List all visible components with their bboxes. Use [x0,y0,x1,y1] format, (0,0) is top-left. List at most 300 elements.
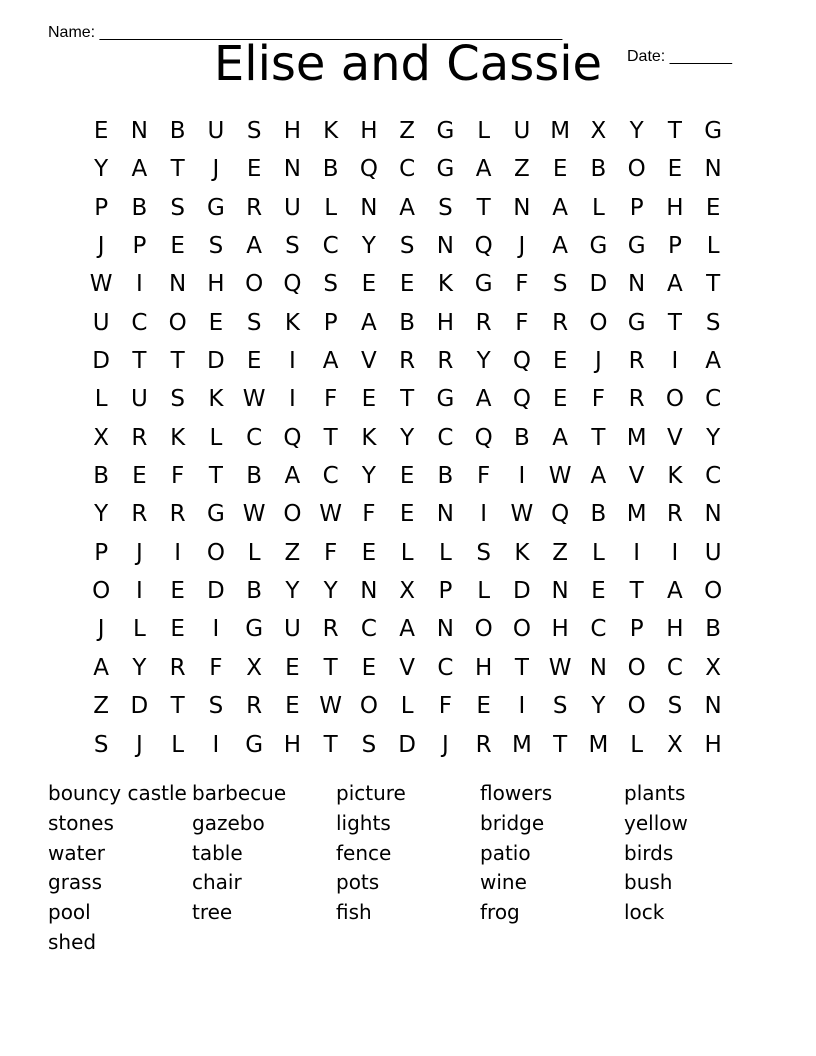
grid-letter[interactable]: T [170,156,185,183]
grid-letter[interactable]: C [322,463,339,490]
grid-letter[interactable]: O [168,309,187,336]
grid-letter[interactable]: L [247,539,261,566]
grid-letter[interactable]: P [629,616,644,643]
grid-letter[interactable]: W [242,501,266,528]
grid-letter[interactable]: E [476,693,491,720]
grid-letter[interactable]: L [400,693,414,720]
grid-letter[interactable]: L [171,731,185,758]
grid-letter[interactable]: T [170,693,185,720]
grid-letter[interactable]: O [92,578,111,605]
grid-letter[interactable]: A [284,463,301,490]
grid-letter[interactable]: N [360,578,378,605]
grid-letter[interactable]: O [206,539,225,566]
grid-letter[interactable]: L [477,118,491,144]
grid-letter[interactable]: B [399,309,416,336]
grid-letter[interactable]: H [436,309,455,336]
grid-letter[interactable]: R [628,348,645,375]
grid-letter[interactable]: A [93,654,109,681]
grid-letter[interactable]: E [399,501,415,528]
grid-letter[interactable]: W [548,654,572,681]
grid-letter[interactable]: P [629,194,644,221]
grid-letter[interactable]: X [590,118,607,144]
grid-letter[interactable]: G [704,118,723,144]
grid-letter[interactable]: E [552,348,568,375]
grid-letter[interactable]: V [399,654,415,681]
grid-letter[interactable]: W [510,501,534,528]
grid-letter[interactable]: M [550,118,571,144]
grid-letter[interactable]: S [170,194,185,221]
grid-letter[interactable]: J [135,539,143,566]
grid-letter[interactable]: Y [591,693,606,720]
grid-letter[interactable]: Y [476,348,491,375]
grid-letter[interactable]: J [97,233,105,260]
grid-letter[interactable]: E [361,654,377,681]
grid-letter[interactable]: F [438,693,452,720]
grid-letter[interactable]: R [322,616,339,643]
grid-letter[interactable]: W [89,271,113,298]
grid-letter[interactable]: O [283,501,302,528]
grid-letter[interactable]: E [552,386,568,413]
grid-letter[interactable]: B [590,156,607,183]
grid-letter[interactable]: B [437,463,454,490]
grid-letter[interactable]: H [283,118,302,144]
grid-letter[interactable]: P [667,233,682,260]
grid-letter[interactable]: K [437,271,453,298]
grid-letter[interactable]: N [436,616,454,643]
grid-letter[interactable]: N [513,194,531,221]
grid-letter[interactable]: R [169,654,186,681]
grid-letter[interactable]: N [704,156,722,183]
grid-letter[interactable]: Y [629,118,644,144]
grid-letter[interactable]: G [245,731,264,758]
grid-letter[interactable]: B [169,118,186,144]
grid-letter[interactable]: A [399,616,415,643]
grid-letter[interactable]: J [135,731,143,758]
grid-letter[interactable]: X [93,424,109,451]
grid-letter[interactable]: Q [283,424,302,451]
grid-letter[interactable]: J [97,616,105,643]
word-list-item: pool [48,900,91,925]
grid-letter[interactable]: T [400,386,415,413]
grid-letter[interactable]: G [436,118,455,144]
grid-letter[interactable]: E [208,309,224,336]
grid-letter[interactable]: O [474,616,493,643]
grid-letter[interactable]: P [323,309,338,336]
grid-letter[interactable]: N [436,501,454,528]
grid-letter[interactable]: Y [94,501,109,528]
grid-letter[interactable]: I [135,578,143,605]
grid-letter[interactable]: P [132,233,147,260]
word-list-item: grass [48,870,103,895]
grid-letter[interactable]: I [212,616,220,643]
grid-letter[interactable]: A [322,348,339,375]
grid-letter[interactable]: O [704,578,723,605]
grid-letter[interactable]: H [207,271,225,298]
grid-letter[interactable]: D [589,271,608,298]
grid-letter[interactable]: D [398,731,416,758]
grid-letter[interactable]: B [246,463,263,490]
grid-letter[interactable]: B [322,156,339,183]
grid-letter[interactable]: R [131,501,148,528]
word-list-item: tree [192,900,233,925]
grid-letter[interactable]: Z [399,118,415,144]
grid-letter[interactable]: Q [512,386,531,413]
grid-letter[interactable]: G [627,233,646,260]
grid-letter[interactable]: S [208,693,224,720]
grid-letter[interactable]: C [437,424,454,451]
grid-letter[interactable]: T [514,654,529,681]
grid-letter[interactable]: F [515,309,529,336]
grid-letter[interactable]: R [169,501,186,528]
grid-letter[interactable]: O [627,693,646,720]
grid-letter[interactable]: H [666,616,684,643]
grid-letter[interactable]: G [245,616,264,643]
grid-letter[interactable]: A [475,156,492,183]
grid-letter[interactable]: I [480,501,488,528]
grid-letter[interactable]: N [360,194,378,221]
grid-letter[interactable]: U [283,616,301,643]
grid-letter[interactable]: F [591,386,605,413]
grid-letter[interactable]: V [361,348,377,375]
grid-letter[interactable]: Q [551,501,570,528]
grid-letter[interactable]: E [170,616,185,643]
grid-letter[interactable]: R [666,501,683,528]
grid-letter[interactable]: V [628,463,645,490]
grid-letter[interactable]: B [705,616,722,643]
grid-letter[interactable]: Y [94,156,109,183]
grid-letter[interactable]: D [207,348,225,375]
grid-letter[interactable]: W [319,693,342,720]
grid-letter[interactable]: D [130,693,149,720]
grid-letter[interactable]: U [704,539,722,566]
grid-letter[interactable]: H [704,731,722,758]
grid-letter[interactable]: T [706,271,721,298]
grid-letter[interactable]: U [207,118,225,144]
grid-letter[interactable]: P [438,578,453,605]
grid-letter[interactable]: T [170,348,185,375]
grid-letter[interactable]: E [705,194,721,221]
grid-letter[interactable]: F [324,539,338,566]
date-field[interactable]: Date: _______ [627,48,732,65]
grid-letter[interactable]: K [208,386,224,413]
grid-letter[interactable]: M [588,731,609,758]
grid-letter[interactable]: G [206,501,225,528]
grid-letter[interactable]: I [671,539,679,566]
grid-letter[interactable]: O [627,654,646,681]
grid-letter[interactable]: F [515,271,529,298]
grid-letter[interactable]: T [132,348,147,375]
grid-letter[interactable]: Z [552,539,568,566]
grid-letter[interactable]: H [283,731,302,758]
grid-letter[interactable]: K [284,309,300,336]
grid-letter[interactable]: N [589,654,607,681]
grid-letter[interactable]: J [518,233,526,260]
grid-letter[interactable]: D [513,578,531,605]
grid-letter[interactable]: C [590,616,607,643]
grid-letter[interactable]: N [169,271,187,298]
grid-letter[interactable]: V [667,424,683,451]
grid-letter[interactable]: A [705,348,721,375]
grid-letter[interactable]: I [288,386,296,413]
grid-letter[interactable]: A [552,424,568,451]
grid-letter[interactable]: K [323,118,339,144]
grid-letter[interactable]: L [591,194,605,221]
grid-letter[interactable]: L [209,424,223,451]
grid-letter[interactable]: L [400,539,414,566]
grid-letter[interactable]: G [206,194,225,221]
grid-letter[interactable]: B [131,194,148,221]
grid-letter[interactable]: S [399,233,415,260]
grid-letter[interactable]: F [171,463,185,490]
grid-letter[interactable]: U [130,386,148,413]
grid-letter[interactable]: B [590,501,607,528]
grid-letter[interactable]: O [245,271,264,298]
grid-letter[interactable]: I [633,539,641,566]
grid-letter[interactable]: C [437,654,454,681]
grid-letter[interactable]: S [476,539,491,566]
grid-letter[interactable]: Q [512,348,531,375]
grid-letter[interactable]: C [705,386,722,413]
grid-letter[interactable]: J [594,348,602,375]
grid-letter[interactable]: T [323,654,338,681]
grid-letter[interactable]: E [361,386,377,413]
grid-letter[interactable]: D [207,578,225,605]
grid-letter[interactable]: D [92,348,110,375]
grid-letter[interactable]: Q [474,424,493,451]
grid-letter[interactable]: O [665,386,684,413]
grid-letter[interactable]: F [209,654,223,681]
grid-letter[interactable]: A [667,578,683,605]
grid-letter[interactable]: R [475,309,492,336]
grid-letter[interactable]: B [513,424,530,451]
grid-letter[interactable]: P [94,194,109,221]
grid-letter[interactable]: O [589,309,608,336]
grid-letter[interactable]: Y [132,654,147,681]
grid-letter[interactable]: R [246,693,263,720]
grid-letter[interactable]: L [706,233,720,260]
grid-letter[interactable]: Q [474,233,493,260]
grid-letter[interactable]: T [591,424,606,451]
grid-letter[interactable]: S [361,731,377,758]
grid-letter[interactable]: U [92,309,110,336]
grid-letter[interactable]: T [476,194,491,221]
grid-letter[interactable]: S [705,309,721,336]
grid-letter[interactable]: R [131,424,148,451]
grid-letter[interactable]: R [475,731,492,758]
grid-letter[interactable]: S [285,233,300,260]
word-list-item: chair [192,870,242,895]
grid-letter[interactable]: E [246,156,262,183]
grid-letter[interactable]: H [360,118,378,144]
grid-letter[interactable]: A [475,386,492,413]
grid-letter[interactable]: E [361,271,377,298]
grid-letter[interactable]: J [441,731,449,758]
grid-letter[interactable]: C [399,156,416,183]
grid-letter[interactable]: A [131,156,148,183]
grid-letter[interactable]: L [477,578,491,605]
grid-letter[interactable]: R [552,309,569,336]
grid-letter[interactable]: R [437,348,454,375]
grid-letter[interactable]: H [666,194,684,221]
grid-letter[interactable]: G [627,309,646,336]
grid-letter[interactable]: L [630,731,644,758]
grid-letter[interactable]: N [551,578,569,605]
grid-letter[interactable]: S [208,233,224,260]
grid-letter[interactable]: L [132,616,146,643]
word-list-item: pots [336,870,380,895]
grid-letter[interactable]: A [667,271,683,298]
grid-letter[interactable]: X [705,654,721,681]
grid-letter[interactable]: K [514,539,530,566]
grid-letter[interactable]: F [324,386,338,413]
grid-letter[interactable]: U [513,118,531,144]
grid-letter[interactable]: N [283,156,301,183]
grid-letter[interactable]: T [553,731,568,758]
grid-letter[interactable]: S [438,194,453,221]
grid-letter[interactable]: N [704,693,722,720]
grid-letter[interactable]: A [399,194,415,221]
grid-letter[interactable]: Z [513,156,530,183]
grid-letter[interactable]: E [170,578,185,605]
grid-letter[interactable]: W [242,386,266,413]
word-list-item: stones [48,810,114,835]
grid-letter[interactable]: M [626,501,647,528]
grid-letter[interactable]: R [399,348,416,375]
grid-letter[interactable]: C [322,233,339,260]
grid-letter[interactable]: T [629,578,644,605]
grid-letter[interactable]: U [283,194,301,221]
grid-letter[interactable]: A [552,233,568,260]
grid-letter[interactable]: O [512,616,531,643]
grid-letter[interactable]: E [285,693,300,720]
grid-letter[interactable]: G [436,156,455,183]
grid-letter[interactable]: Z [93,693,109,720]
grid-letter[interactable]: E [399,463,415,490]
grid-letter[interactable]: L [591,539,605,566]
grid-letter[interactable]: S [552,693,568,720]
grid-letter[interactable]: Q [283,271,302,298]
grid-letter[interactable]: Y [706,424,721,451]
grid-letter[interactable]: E [93,118,109,144]
grid-letter[interactable]: S [667,693,683,720]
grid-letter[interactable]: O [627,156,646,183]
grid-letter[interactable]: E [667,156,683,183]
grid-letter[interactable]: Y [361,463,376,490]
grid-letter[interactable]: S [552,271,568,298]
grid-letter[interactable]: C [705,463,722,490]
grid-letter[interactable]: A [246,233,262,260]
grid-letter[interactable]: O [359,693,378,720]
grid-letter[interactable]: E [132,463,147,490]
grid-letter[interactable]: A [590,463,607,490]
grid-letter[interactable]: S [246,309,262,336]
grid-letter[interactable]: T [667,309,682,336]
grid-letter[interactable]: P [94,539,109,566]
grid-letter[interactable]: L [324,194,338,221]
grid-letter[interactable]: N [628,271,646,298]
grid-letter[interactable]: H [474,654,493,681]
grid-letter[interactable]: J [212,156,220,183]
grid-letter[interactable]: Y [400,424,415,451]
grid-letter[interactable]: F [477,463,491,490]
grid-letter[interactable]: Z [284,539,301,566]
grid-letter[interactable]: I [288,348,296,375]
grid-letter[interactable]: I [518,693,526,720]
grid-letter[interactable]: N [436,233,454,260]
grid-letter[interactable]: S [93,731,109,758]
grid-letter[interactable]: T [323,731,338,758]
grid-letter[interactable]: S [170,386,185,413]
grid-letter[interactable]: I [212,731,220,758]
grid-letter[interactable]: K [361,424,377,451]
grid-letter[interactable]: N [130,118,148,144]
grid-letter[interactable]: E [591,578,606,605]
grid-letter[interactable]: C [246,424,263,451]
word-list-item: bush [624,870,673,895]
grid-letter[interactable]: R [628,386,645,413]
grid-letter[interactable]: F [362,501,376,528]
grid-letter[interactable]: K [667,463,683,490]
grid-letter[interactable]: S [323,271,338,298]
name-field[interactable]: Name: ____________________________________________________ [48,24,563,41]
grid-letter[interactable]: L [438,539,452,566]
grid-letter[interactable]: Y [285,578,300,605]
grid-letter[interactable]: I [174,539,182,566]
grid-letter[interactable]: Q [359,156,378,183]
grid-letter[interactable]: X [246,654,262,681]
grid-letter[interactable]: Y [323,578,338,605]
grid-letter[interactable]: I [671,348,679,375]
grid-letter[interactable]: C [131,309,148,336]
grid-letter[interactable]: A [552,194,568,221]
grid-letter[interactable]: M [626,424,647,451]
grid-letter[interactable]: I [518,463,526,490]
grid-letter[interactable]: G [436,386,455,413]
grid-letter[interactable]: W [319,501,342,528]
grid-letter[interactable]: Y [361,233,376,260]
word-list-item: bouncy castle [48,781,187,805]
grid-letter[interactable]: G [589,233,608,260]
grid-letter[interactable]: X [666,731,683,758]
grid-letter[interactable]: B [93,463,110,490]
grid-letter[interactable]: K [170,424,186,451]
grid-letter[interactable]: G [474,271,493,298]
grid-letter[interactable]: E [552,156,568,183]
grid-letter[interactable]: T [208,463,223,490]
grid-letter[interactable]: C [666,654,683,681]
grid-letter[interactable]: E [399,271,415,298]
grid-letter[interactable]: S [246,118,262,144]
grid-letter[interactable]: E [285,654,300,681]
grid-letter[interactable]: T [667,118,682,144]
grid-letter[interactable]: I [135,271,143,298]
grid-letter[interactable]: R [246,194,263,221]
grid-letter[interactable]: H [551,616,569,643]
grid-letter[interactable]: T [323,424,338,451]
grid-letter[interactable]: E [246,348,262,375]
grid-letter[interactable]: C [360,616,377,643]
grid-letter[interactable]: W [548,463,572,490]
grid-letter[interactable]: M [511,731,532,758]
grid-letter[interactable]: N [704,501,722,528]
grid-letter[interactable]: A [361,309,377,336]
grid-letter[interactable]: E [170,233,185,260]
grid-letter[interactable]: L [94,386,108,413]
grid-letter[interactable]: E [361,539,377,566]
grid-letter[interactable]: X [399,578,415,605]
grid-letter[interactable]: B [246,578,263,605]
word-list-item: barbecue [192,781,287,805]
